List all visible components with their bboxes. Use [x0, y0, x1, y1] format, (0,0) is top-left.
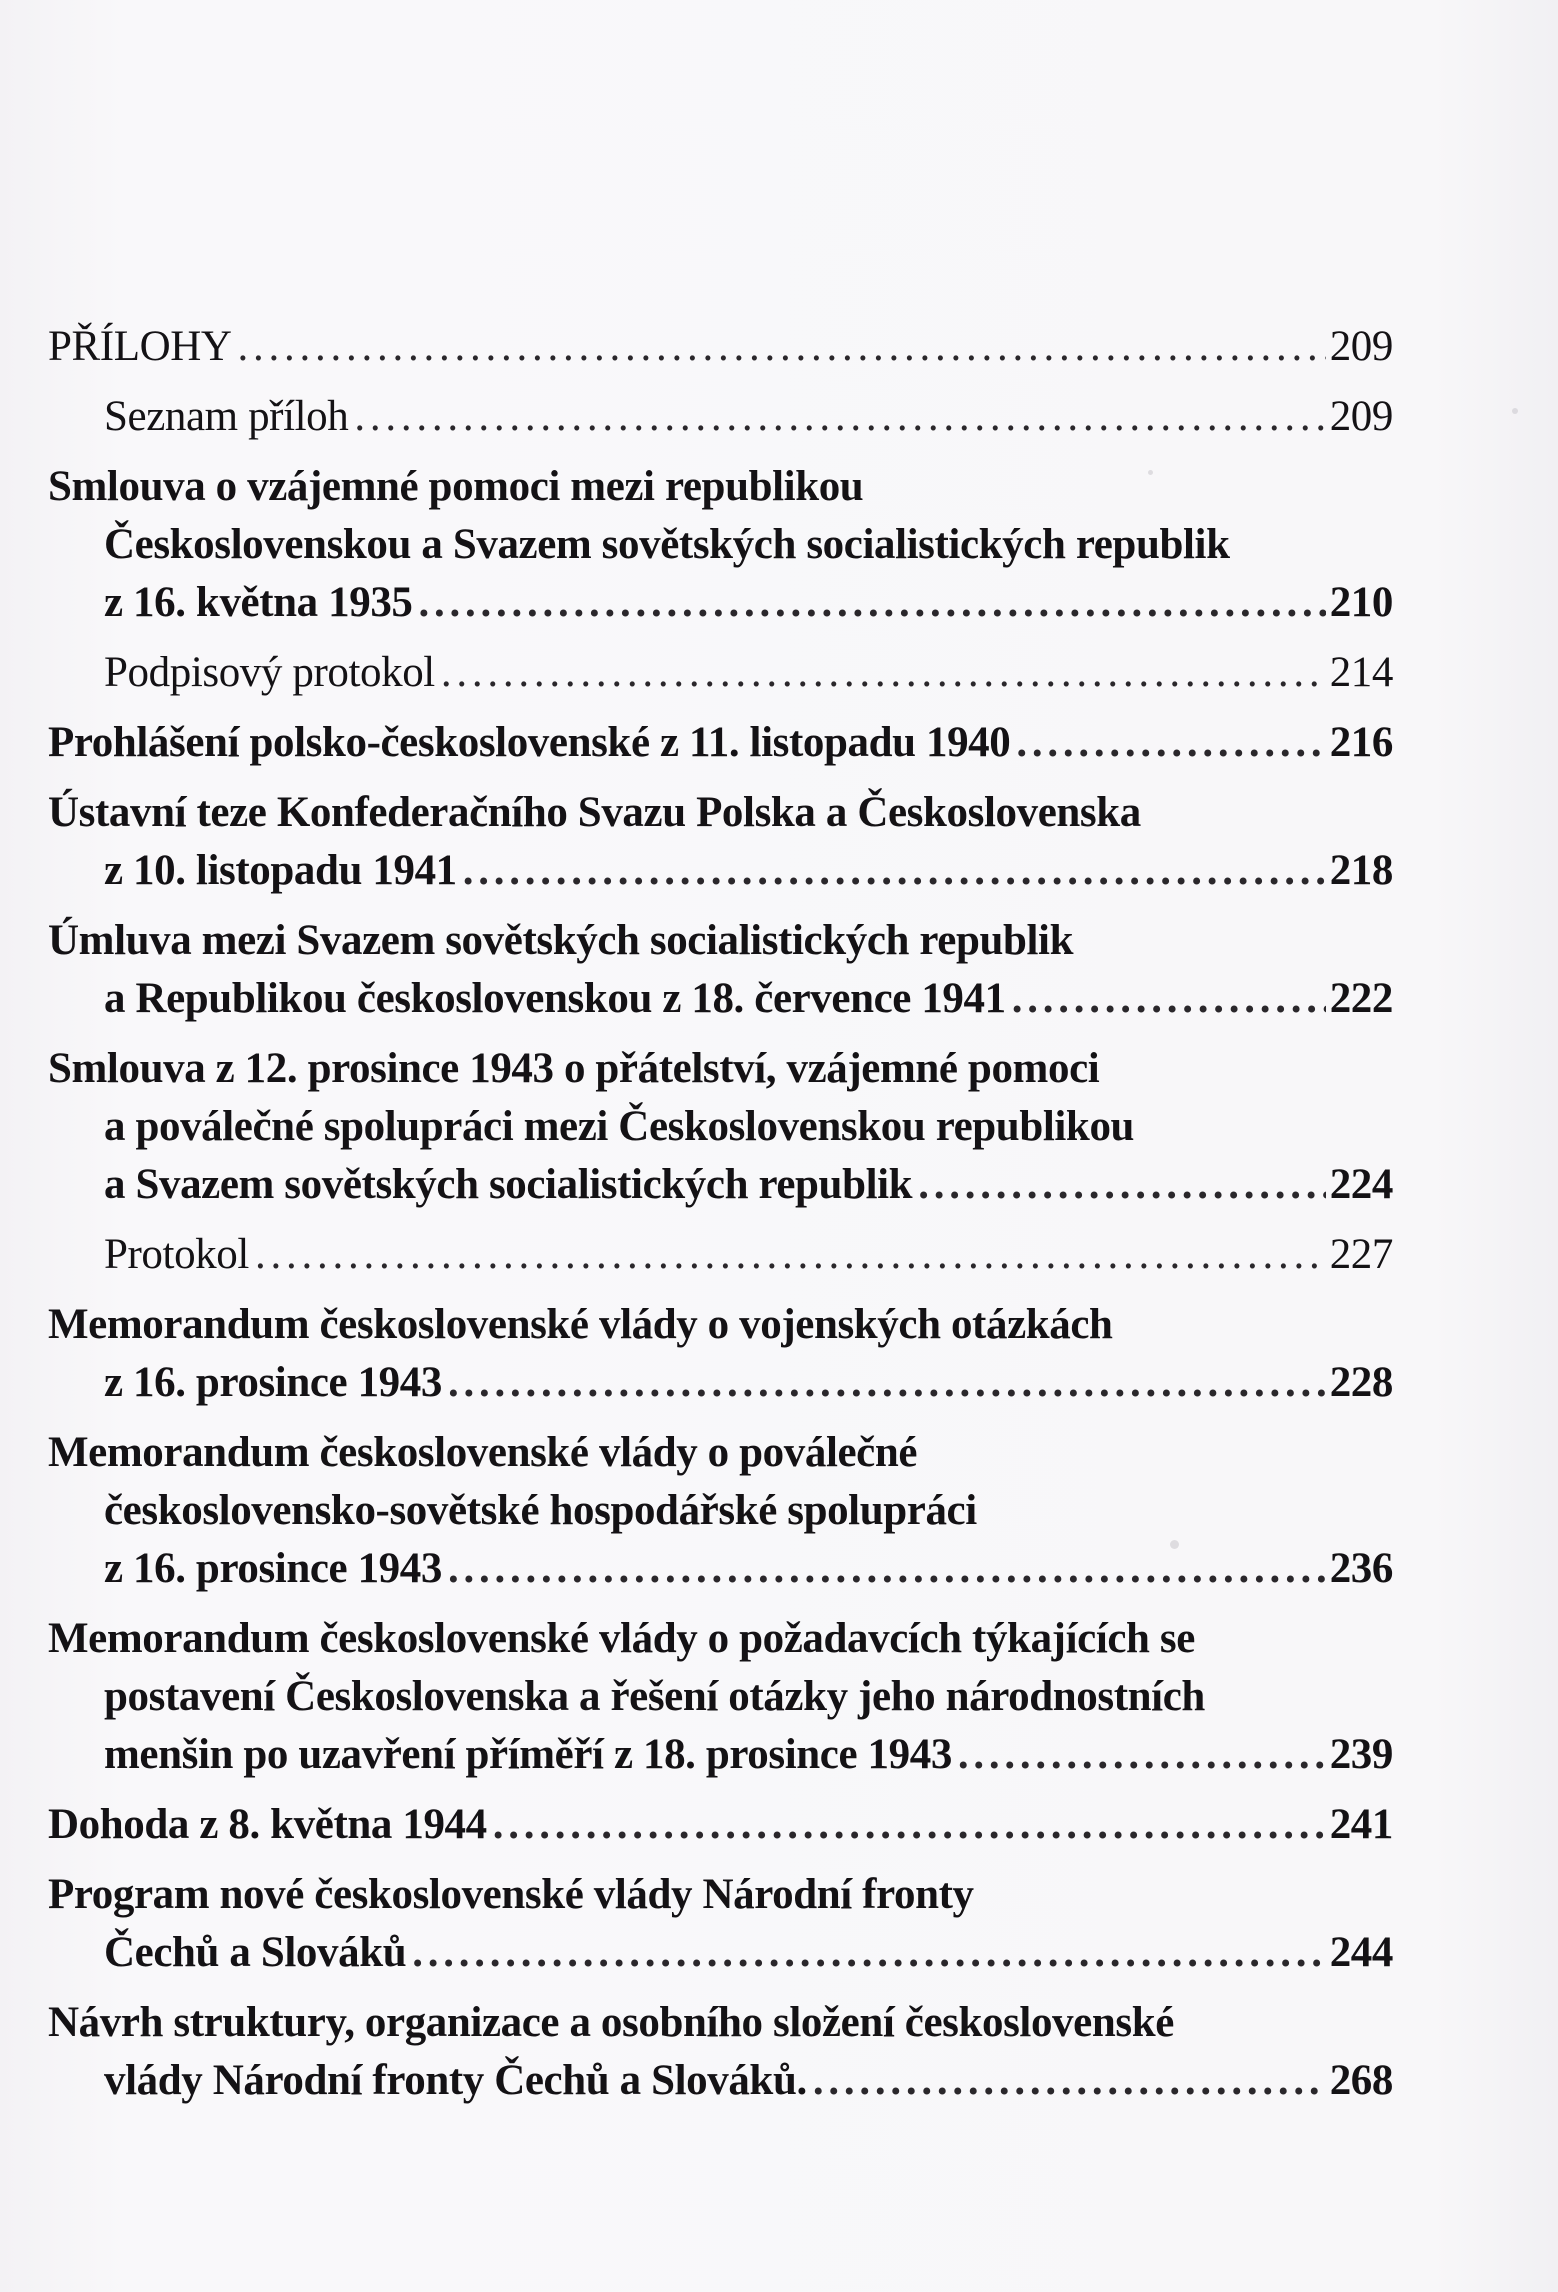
page-number: 218 — [1329, 847, 1393, 894]
entry-title-line: Program nové československé vlády Národní fronty — [48, 1871, 974, 1918]
page-number: 222 — [1329, 975, 1393, 1022]
toc-entry-memorandum-hospodarske[interactable] — [48, 1424, 1393, 1598]
dot-leader — [463, 842, 1326, 900]
dot-leader — [958, 1726, 1326, 1784]
toc-entry-seznam-priloh[interactable] — [48, 388, 1393, 446]
entry-title: Dohoda z 8. května 1944 — [48, 1801, 487, 1848]
dot-leader — [412, 1924, 1325, 1982]
toc-entry-protokol[interactable] — [48, 1226, 1393, 1284]
dot-leader — [255, 1226, 1326, 1284]
table-of-contents — [48, 318, 1393, 2122]
page-number: 209 — [1329, 393, 1393, 440]
dot-leader — [918, 1156, 1325, 1214]
toc-entry-memorandum-vojenske[interactable] — [48, 1296, 1393, 1412]
page-number: 224 — [1329, 1161, 1393, 1208]
entry-title: menšin po uzavření příměří z 18. prosince 1943 — [104, 1731, 952, 1778]
paper-speck — [1512, 408, 1518, 414]
entry-title: a Republikou československou z 18. července 1941 — [104, 975, 1006, 1022]
entry-title: vlády Národní fronty Čechů a Slováků. — [104, 2057, 807, 2104]
dot-leader — [238, 318, 1326, 376]
toc-entry-navrh-struktury[interactable] — [48, 1994, 1393, 2110]
toc-chapter-prilohy[interactable] — [48, 318, 1393, 376]
entry-title: z 16. května 1935 — [104, 579, 413, 626]
dot-leader — [448, 1540, 1326, 1598]
toc-entry-memorandum-pozadavky[interactable] — [48, 1610, 1393, 1784]
entry-title-line: a poválečné spolupráci mezi Československou republikou — [104, 1103, 1135, 1150]
entry-title: z 10. listopadu 1941 — [104, 847, 457, 894]
dot-leader — [493, 1796, 1326, 1854]
page-number: 209 — [1329, 323, 1393, 370]
page-number: 228 — [1329, 1359, 1393, 1406]
page-number: 236 — [1329, 1545, 1393, 1592]
entry-title: z 16. prosince 1943 — [104, 1359, 442, 1406]
toc-entry-ustavni-teze[interactable] — [48, 784, 1393, 900]
toc-entry-prohlaseni-1940[interactable] — [48, 714, 1393, 772]
entry-title-line: Ústavní teze Konfederačního Svazu Polska a Československa — [48, 789, 1141, 836]
chapter-title: PŘÍLOHY — [48, 323, 232, 370]
entry-title: z 16. prosince 1943 — [104, 1545, 442, 1592]
dot-leader — [1016, 714, 1325, 772]
page-number: 268 — [1329, 2057, 1393, 2104]
dot-leader — [441, 644, 1326, 702]
entry-title-line: Návrh struktury, organizace a osobního složení československé — [48, 1999, 1174, 2046]
page-number: 244 — [1329, 1929, 1393, 1976]
dot-leader — [1012, 970, 1326, 1028]
toc-entry-smlouva-1935[interactable] — [48, 458, 1393, 632]
entry-title-line: postavení Československa a řešení otázky jeho národnostních — [104, 1673, 1205, 1720]
entry-title-line: Memorandum československé vlády o poválečné — [48, 1429, 918, 1476]
entry-title-line: Úmluva mezi Svazem sovětských socialistických republik — [48, 917, 1074, 964]
entry-title-line: československo-sovětské hospodářské spolupráci — [104, 1487, 977, 1534]
entry-title-line: Smlouva z 12. prosince 1943 o přátelství, vzájemné pomoci — [48, 1045, 1100, 1092]
entry-title: Protokol — [104, 1231, 249, 1278]
toc-entry-dohoda-1944[interactable] — [48, 1796, 1393, 1854]
entry-title: Prohlášení polsko-československé z 11. listopadu 1940 — [48, 719, 1011, 766]
page-number: 239 — [1329, 1731, 1393, 1778]
entry-title: a Svazem sovětských socialistických republik — [104, 1161, 913, 1208]
page-number: 241 — [1329, 1801, 1393, 1848]
entry-title: Čechů a Slováků — [104, 1929, 407, 1976]
page-number: 216 — [1329, 719, 1393, 766]
toc-entry-podpisovy-protokol[interactable] — [48, 644, 1393, 702]
entry-title-line: Smlouva o vzájemné pomoci mezi republikou — [48, 463, 864, 510]
dot-leader — [419, 574, 1326, 632]
page-number: 210 — [1329, 579, 1393, 626]
dot-leader — [448, 1354, 1326, 1412]
entry-title-line: Československou a Svazem sovětských socialistických republik — [104, 521, 1230, 568]
entry-title-line: Memorandum československé vlády o požadavcích týkajících se — [48, 1615, 1195, 1662]
entry-title-line: Memorandum československé vlády o vojenských otázkách — [48, 1301, 1113, 1348]
page-number: 214 — [1329, 649, 1393, 696]
dot-leader — [813, 2052, 1326, 2110]
toc-entry-smlouva-1943[interactable] — [48, 1040, 1393, 1214]
dot-leader — [354, 388, 1325, 446]
toc-entry-umluva-1941[interactable] — [48, 912, 1393, 1028]
page-number: 227 — [1329, 1231, 1393, 1278]
entry-title: Seznam příloh — [104, 393, 349, 440]
entry-title: Podpisový protokol — [104, 649, 435, 696]
toc-entry-program-vlady[interactable] — [48, 1866, 1393, 1982]
